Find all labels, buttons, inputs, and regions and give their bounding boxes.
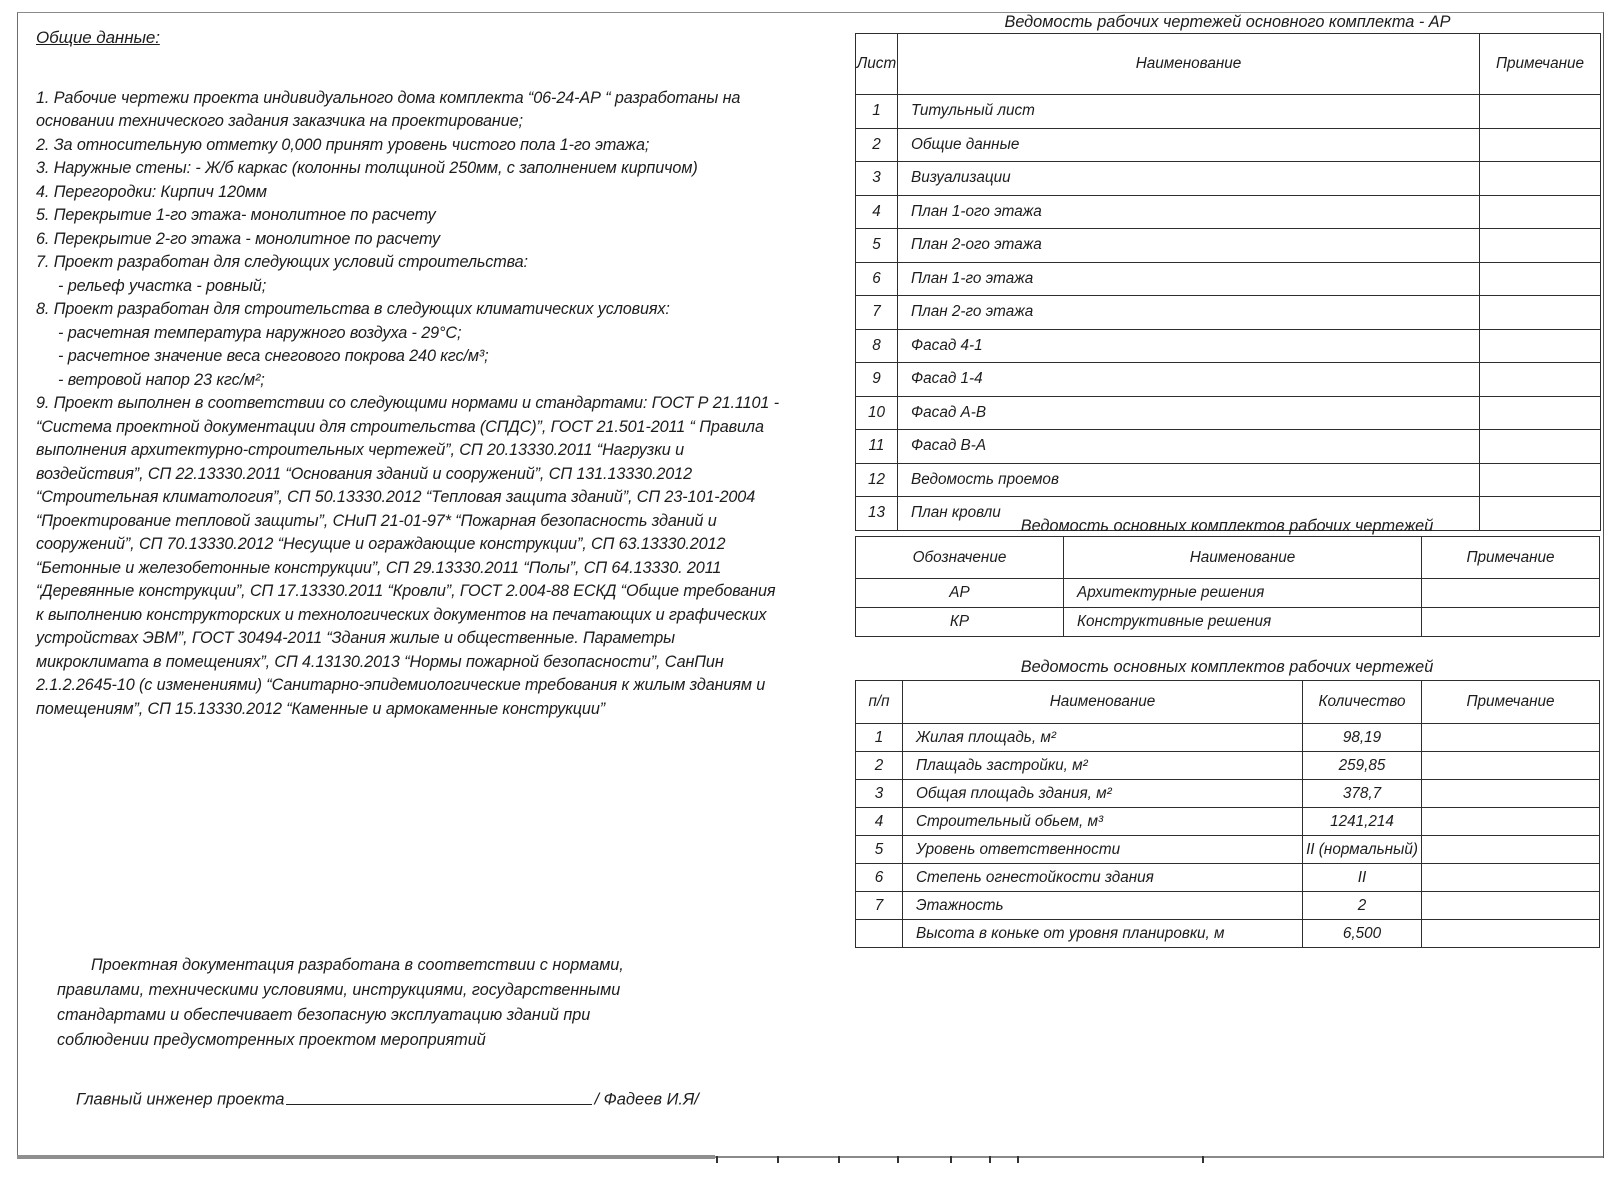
- sheet-num: 6: [856, 262, 898, 296]
- sheet-name: Титульный лист: [898, 95, 1480, 129]
- ind-note: [1422, 780, 1600, 808]
- ind-qty: II (нормальный): [1303, 836, 1422, 864]
- table-row: [856, 920, 1600, 948]
- sheet-note: [1480, 128, 1601, 162]
- sheet-note: [1480, 329, 1601, 363]
- sheet-num: 9: [856, 363, 898, 397]
- table-header-row: [856, 34, 1601, 95]
- titleblock-tick: [716, 1156, 718, 1163]
- titleblock-tick: [1202, 1156, 1204, 1163]
- table-header-row: [856, 681, 1600, 724]
- note-item-5: 5. Перекрытие 1-го этажа- монолитное по расчету: [36, 206, 436, 224]
- sheet-num: 5: [856, 229, 898, 263]
- ind-note: [1422, 752, 1600, 780]
- ind-qty: 6,500: [1303, 920, 1422, 948]
- table-row: [856, 892, 1600, 920]
- note-item-9: 9. Проект выполнен в соответствии со следующими нормами и стандартами: ГОСТ Р 21.1101 - “Система проектной документации для строительства (СПДС)”, ГОСТ 21.501-2011 “ Правила выполнения архитектурно-строительных чертежей”, СП 20.13330.2011 “Нагрузки и воздействия”, СП 22.13330.2011 “Основания зданий и сооружений”, СП 131.13330.2012 “Строительная климатология”, СП 50.13330.2012 “Тепловая защита зданий”, СП 23-101-2004 “Проектирование тепловой защиты”, СНиП 21-01-97* “Пожарная безопасность зданий и сооружений”, СП 70.13330.2012 “Несущие и ограждающие конструкции”, СП 63.13330.2012 “Бетонные и железобетонные конструкции”, СП 29.13330.2011 “Полы”, СП 64.13330. 2011 “Деревянные конструкции”, СП 17.13330.2011 “Кровли”, ГОСТ 2.004-88 ЕСКД “Общие требования к выполнению конструкторских и технологических документов на печатающих и графических устройствах ЭВМ”, ГОСТ 30494-2011 “Здания жилые и общественные. Параметры микроклимата в помещениях”, СП 4.13130.2013 “Нормы пожарной безопасности”, СанПин 2.1.2.2645-10 (с изменениями) “Санитарно-эпидемиологические требования к жилым зданиям и помещениям”, СП 15.13330.2012 “Каменные и армокаменные конструкции”: [36, 394, 780, 718]
- col-header-name: Наименование: [898, 34, 1480, 95]
- table-row: [856, 195, 1601, 229]
- col-header-qty: Количество: [1303, 681, 1422, 724]
- table-row: [856, 808, 1600, 836]
- table-row: [856, 780, 1600, 808]
- ind-name: Общая площадь здания, м²: [903, 780, 1303, 808]
- table-row: [856, 229, 1601, 263]
- note-subitem-8c: - ветровой напор 23 кгс/м²;: [58, 370, 265, 389]
- sheet-name: Ведомость проемов: [898, 463, 1480, 497]
- ind-name: Жилая площадь, м²: [903, 724, 1303, 752]
- signature-row: [76, 1088, 699, 1110]
- sheet-name: План 1-ого этажа: [898, 195, 1480, 229]
- note-subitem-8a: - расчетная температура наружного воздуха - 29°С;: [58, 323, 462, 342]
- ind-name: Уровень ответственности: [903, 836, 1303, 864]
- signature-label: Главный инженер проекта: [76, 1090, 285, 1109]
- titleblock-tick: [897, 1156, 899, 1163]
- note-subitem-7a: - рельеф участка - ровный;: [58, 276, 267, 295]
- sheet-num: 11: [856, 430, 898, 464]
- sheet-frame-bottom: [17, 1155, 715, 1159]
- sheet-name: Фасад 1-4: [898, 363, 1480, 397]
- indicators-title: Ведомость основных комплектов рабочих чертежей: [1020, 658, 1434, 676]
- note-item-7: 7. Проект разработан для следующих условий строительства:: [36, 253, 528, 271]
- sheet-note: [1480, 430, 1601, 464]
- sheet-name: Визуализации: [898, 162, 1480, 196]
- sheet-num: 13: [856, 497, 898, 531]
- main-sets-register-block: [855, 516, 1599, 637]
- signature-blank-line: [286, 1088, 592, 1105]
- sheet-num: 12: [856, 463, 898, 497]
- ind-note: [1422, 808, 1600, 836]
- table-row: [856, 836, 1600, 864]
- titleblock-top-edge: [715, 1156, 1603, 1158]
- note-item-4: 4. Перегородки: Кирпич 120мм: [36, 182, 267, 201]
- indicators-block: [855, 654, 1599, 948]
- col-header-name: Наименование: [1064, 537, 1422, 579]
- ind-qty: 2: [1303, 892, 1422, 920]
- table-row: [856, 128, 1601, 162]
- note-item-8: 8. Проект разработан для строительства в следующих климатических условиях:: [36, 300, 670, 318]
- table-row: [856, 329, 1601, 363]
- col-header-note: Примечание: [1480, 34, 1601, 95]
- set-name: Конструктивные решения: [1064, 608, 1422, 637]
- ind-qty: 259,85: [1303, 752, 1422, 780]
- set-note: [1422, 608, 1600, 637]
- sheet-note: [1480, 463, 1601, 497]
- table-row: [856, 430, 1601, 464]
- table-row: [856, 262, 1601, 296]
- signature-name: / Фадеев И.Я/: [594, 1090, 699, 1109]
- sheet-num: 4: [856, 195, 898, 229]
- ind-num: 2: [856, 752, 903, 780]
- sheet-num: 7: [856, 296, 898, 330]
- sheet-name: План 2-ого этажа: [898, 229, 1480, 263]
- table-row: [856, 608, 1600, 637]
- table-row: [856, 864, 1600, 892]
- note-item-3: 3. Наружные стены: - Ж/б каркас (колонны толщиной 250мм, с заполнением кирпичом): [36, 159, 698, 177]
- sheet-name: Фасад А-В: [898, 396, 1480, 430]
- ind-num: 7: [856, 892, 903, 920]
- col-header-num: п/п: [856, 681, 903, 724]
- ind-num: 4: [856, 808, 903, 836]
- ind-note: [1422, 892, 1600, 920]
- ind-num: [856, 920, 903, 948]
- general-notes: [36, 26, 784, 721]
- ind-note: [1422, 920, 1600, 948]
- set-note: [1422, 579, 1600, 608]
- sheet-num: 10: [856, 396, 898, 430]
- ind-num: 3: [856, 780, 903, 808]
- sheet-name: Фасад В-А: [898, 430, 1480, 464]
- sheet-note: [1480, 229, 1601, 263]
- general-notes-title: Общие данные:: [36, 28, 160, 47]
- sheet-name: Фасад 4-1: [898, 329, 1480, 363]
- table-row: [856, 162, 1601, 196]
- sheet-note: [1480, 195, 1601, 229]
- sheet-note: [1480, 162, 1601, 196]
- note-item-2: 2. За относительную отметку 0,000 принят уровень чистого пола 1-го этажа;: [36, 135, 650, 154]
- col-header-note: Примечание: [1422, 537, 1600, 579]
- sheet-note: [1480, 396, 1601, 430]
- ind-name: Строительный обьем, м³: [903, 808, 1303, 836]
- sheet-note: [1480, 363, 1601, 397]
- ind-name: Этажность: [903, 892, 1303, 920]
- ind-name: Плащадь застройки, м²: [903, 752, 1303, 780]
- note-item-6: 6. Перекрытие 2-го этажа - монолитное по расчету: [36, 229, 441, 248]
- sheet-num: 3: [856, 162, 898, 196]
- table-row: [856, 296, 1601, 330]
- col-header-note: Примечание: [1422, 681, 1600, 724]
- ind-note: [1422, 836, 1600, 864]
- ind-qty: 98,19: [1303, 724, 1422, 752]
- compliance-paragraph: Проектная документация разработана в соответствии с нормами, правилами, техническими условиями, инструкциями, государственными стандартами и обеспечивает безопасную эксплуатацию зданий при соблюдении предусмотренных проектом мероприятий: [57, 956, 624, 1049]
- drawings-register-table: [855, 33, 1601, 531]
- table-row: [856, 579, 1600, 608]
- sheet-name: План кровли: [898, 497, 1480, 531]
- col-header-sheet: Лист: [856, 34, 898, 95]
- sheet-num: 8: [856, 329, 898, 363]
- titleblock-tick: [777, 1156, 779, 1163]
- sheet-name: Общие данные: [898, 128, 1480, 162]
- ind-note: [1422, 864, 1600, 892]
- sheet-note: [1480, 262, 1601, 296]
- titleblock-tick: [950, 1156, 952, 1163]
- table-header-row: [856, 537, 1600, 579]
- sheet-num: 1: [856, 95, 898, 129]
- main-sets-register-table: [855, 536, 1600, 637]
- ind-name: Степень огнестойкости здания: [903, 864, 1303, 892]
- table-row: [856, 752, 1600, 780]
- col-header-name: Наименование: [903, 681, 1303, 724]
- indicators-table: [855, 680, 1600, 948]
- note-subitem-8b: - расчетное значение веса снегового покрова 240 кгс/м³;: [58, 347, 489, 365]
- table-row: [856, 396, 1601, 430]
- sheet-name: План 1-го этажа: [898, 262, 1480, 296]
- sheet-note: [1480, 296, 1601, 330]
- sheet-name: План 2-го этажа: [898, 296, 1480, 330]
- set-name: Архитектурные решения: [1064, 579, 1422, 608]
- drawings-register-block: [855, 12, 1600, 531]
- table-row: [856, 95, 1601, 129]
- note-item-1: 1. Рабочие чертежи проекта индивидуального дома комплекта “06-24-АР “ разработаны на основании технического задания заказчика на проектирование;: [36, 88, 741, 130]
- main-sets-register-title: Ведомость основных комплектов рабочих чертежей: [1020, 517, 1434, 535]
- ind-num: 6: [856, 864, 903, 892]
- sheet-note: [1480, 95, 1601, 129]
- titleblock-tick: [989, 1156, 991, 1163]
- ind-note: [1422, 724, 1600, 752]
- table-row: [856, 463, 1601, 497]
- titleblock-tick: [838, 1156, 840, 1163]
- table-row: [856, 724, 1600, 752]
- set-code: КР: [856, 608, 1064, 637]
- ind-num: 5: [856, 836, 903, 864]
- ind-qty: 1241,214: [1303, 808, 1422, 836]
- ind-qty: 378,7: [1303, 780, 1422, 808]
- table-row: [856, 363, 1601, 397]
- ind-num: 1: [856, 724, 903, 752]
- ind-qty: II: [1303, 864, 1422, 892]
- col-header-code: Обозначение: [856, 537, 1064, 579]
- sheet-num: 2: [856, 128, 898, 162]
- ind-name: Высота в коньке от уровня планировки, м: [903, 920, 1303, 948]
- titleblock-tick: [1017, 1156, 1019, 1163]
- set-code: АР: [856, 579, 1064, 608]
- drawings-register-title: Ведомость рабочих чертежей основного комплекта - АР: [1004, 13, 1451, 31]
